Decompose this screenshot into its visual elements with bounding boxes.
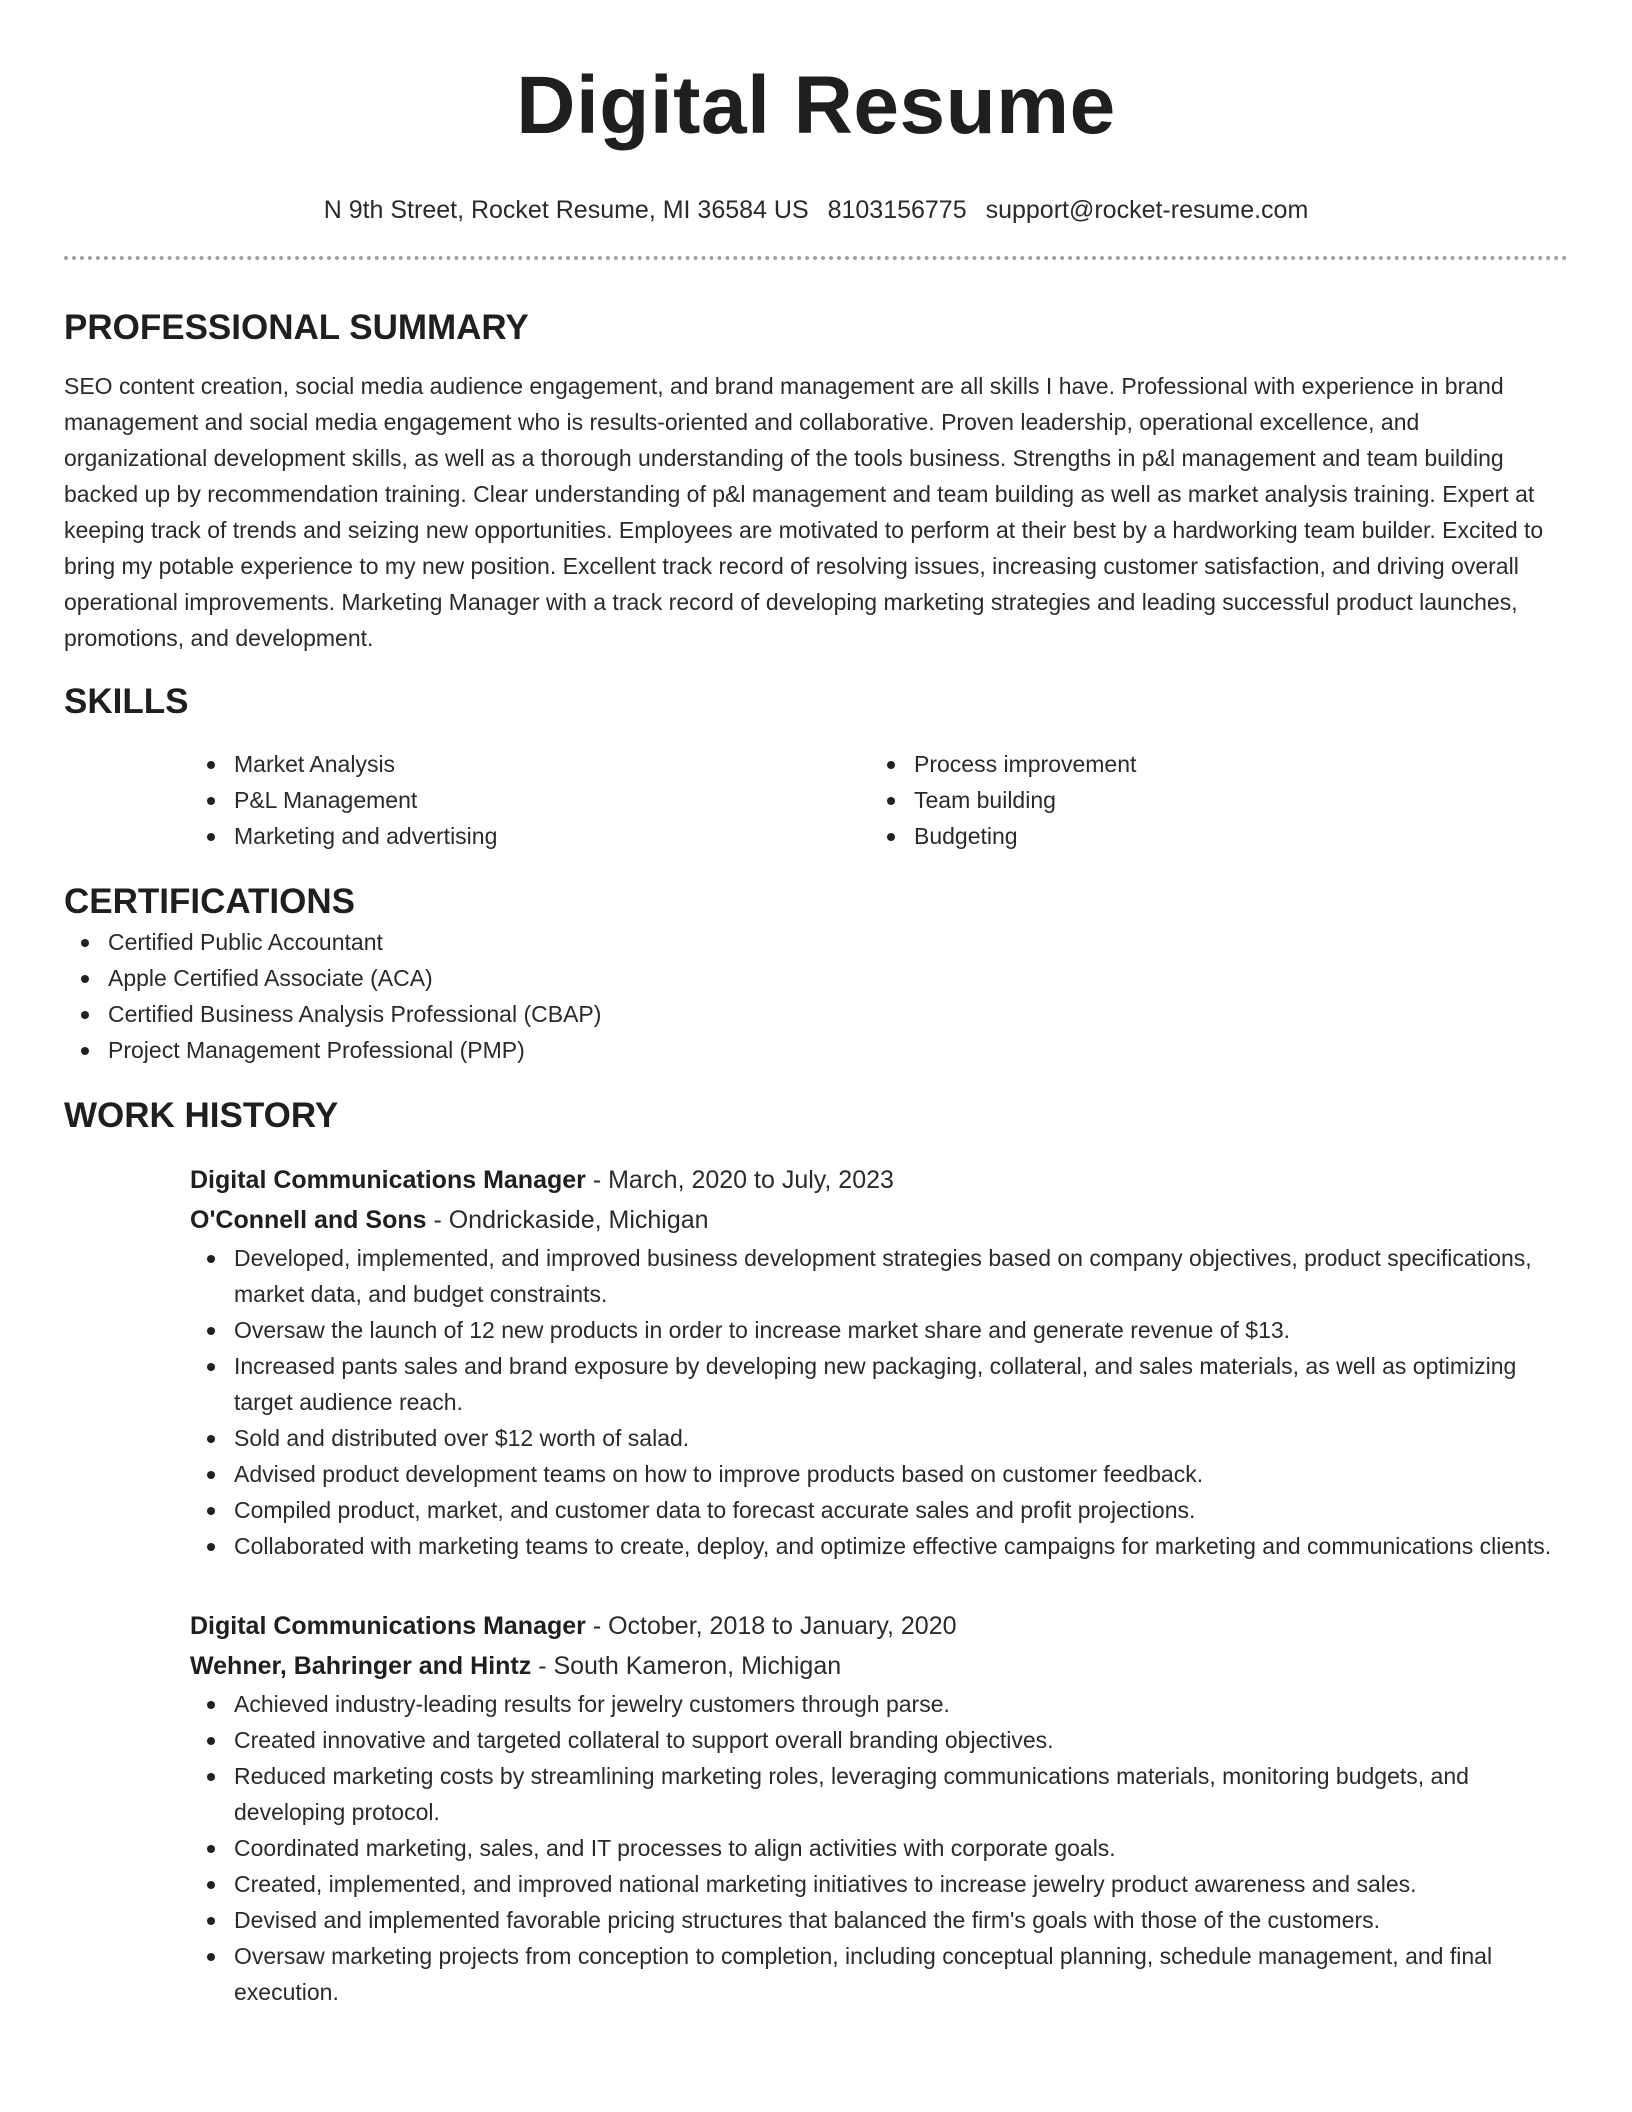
summary-section (64, 306, 1568, 656)
certification-item: Project Management Professional (PMP) (64, 1032, 1568, 1068)
work-history-section (64, 1094, 1568, 2010)
certification-item: Apple Certified Associate (ACA) (64, 960, 1568, 996)
skill-item: Process improvement (870, 746, 1550, 782)
skills-heading: SKILLS (64, 682, 189, 721)
job-bullet: Devised and implemented favorable pricing structures that balanced the firm's goals with those of the customers. (190, 1902, 1568, 1938)
certification-item: Certified Public Accountant (64, 924, 1568, 960)
contact-phone: 8103156775 (827, 196, 967, 224)
job-entry (190, 1606, 1568, 2010)
job-bullet: Created innovative and targeted collateral to support overall branding objectives. (190, 1722, 1568, 1758)
job-bullet: Oversaw the launch of 12 new products in order to increase market share and generate revenue of $13. (190, 1312, 1568, 1348)
skills-list-left (190, 746, 870, 854)
job-role: Digital Communications Manager (190, 1612, 586, 1640)
skills-grid (190, 746, 1568, 854)
work-history-heading: WORK HISTORY (64, 1096, 339, 1135)
contact-line (64, 192, 1568, 228)
summary-heading: PROFESSIONAL SUMMARY (64, 308, 529, 347)
job-bullet: Advised product development teams on how to improve products based on customer feedback. (190, 1456, 1568, 1492)
certifications-heading: CERTIFICATIONS (64, 882, 356, 921)
skill-item: Budgeting (870, 818, 1550, 854)
skill-item: P&L Management (190, 782, 870, 818)
certifications-list (64, 924, 1568, 1068)
certifications-section (64, 880, 1568, 1068)
job-role: Digital Communications Manager (190, 1166, 586, 1194)
header-divider (64, 256, 1568, 260)
job-bullet: Achieved industry-leading results for jewelry customers through parse. (190, 1686, 1568, 1722)
job-dates: - March, 2020 to July, 2023 (585, 1166, 894, 1194)
job-bullets (190, 1240, 1568, 1564)
job-bullet: Compiled product, market, and customer data to forecast accurate sales and profit projections. (190, 1492, 1568, 1528)
job-bullet: Collaborated with marketing teams to create, deploy, and optimize effective campaigns for marketing and communications clients. (190, 1528, 1568, 1564)
job-bullet: Coordinated marketing, sales, and IT processes to align activities with corporate goals. (190, 1830, 1568, 1866)
job-bullet: Increased pants sales and brand exposure by developing new packaging, collateral, and sales materials, as well as optimizing target audience reach. (190, 1348, 1568, 1420)
skill-item: Marketing and advertising (190, 818, 870, 854)
contact-email: support@rocket-resume.com (985, 196, 1309, 224)
summary-text: SEO content creation, social media audience engagement, and brand management are all skills I have. Professional with experience in brand management and social media engagement who is results-oriented and collaborative. Proven leadership, operational excellence, and organizational development skills, as well as a thorough understanding of the tools business. Strengths in p&l management and team building backed up by recommendation training. Clear understanding of p&l management and team building as well as market analysis training. Expert at keeping track of trends and seizing new opportunities. Employees are motivated to perform at their best by a hardworking team builder. Excited to bring my potable experience to my new position. Excellent track record of resolving issues, increasing customer satisfaction, and driving overall operational improvements. Marketing Manager with a track record of developing marketing strategies and leading successful product launches, promotions, and development. (64, 373, 1544, 651)
skill-item: Team building (870, 782, 1550, 818)
job-company-line (190, 1646, 1568, 1686)
resume-name: Digital Resume (516, 60, 1116, 151)
job-title-line (190, 1160, 1568, 1200)
job-bullet: Sold and distributed over $12 worth of salad. (190, 1420, 1568, 1456)
job-entry (190, 1160, 1568, 1564)
skills-section (64, 680, 1568, 854)
job-company: Wehner, Bahringer and Hintz (190, 1652, 532, 1680)
job-bullet: Developed, implemented, and improved business development strategies based on company objectives, product specifications, market data, and budget constraints. (190, 1240, 1568, 1312)
job-bullet: Created, implemented, and improved national marketing initiatives to increase jewelry product awareness and sales. (190, 1866, 1568, 1902)
skills-list-right (870, 746, 1550, 854)
job-bullet: Oversaw marketing projects from conception to completion, including conceptual planning, schedule management, and final execution. (190, 1938, 1568, 2010)
contact-address: N 9th Street, Rocket Resume, MI 36584 US (323, 196, 809, 224)
job-location: - Ondrickaside, Michigan (426, 1206, 709, 1234)
certification-item: Certified Business Analysis Professional (CBAP) (64, 996, 1568, 1032)
job-company-line (190, 1200, 1568, 1240)
job-company: O'Connell and Sons (190, 1206, 427, 1234)
job-dates: - October, 2018 to January, 2020 (585, 1612, 957, 1640)
job-title-line (190, 1606, 1568, 1646)
job-bullets (190, 1686, 1568, 2010)
job-location: - South Kameron, Michigan (531, 1652, 842, 1680)
job-bullet: Reduced marketing costs by streamlining marketing roles, leveraging communications materials, monitoring budgets, and developing protocol. (190, 1758, 1568, 1830)
skill-item: Market Analysis (190, 746, 870, 782)
